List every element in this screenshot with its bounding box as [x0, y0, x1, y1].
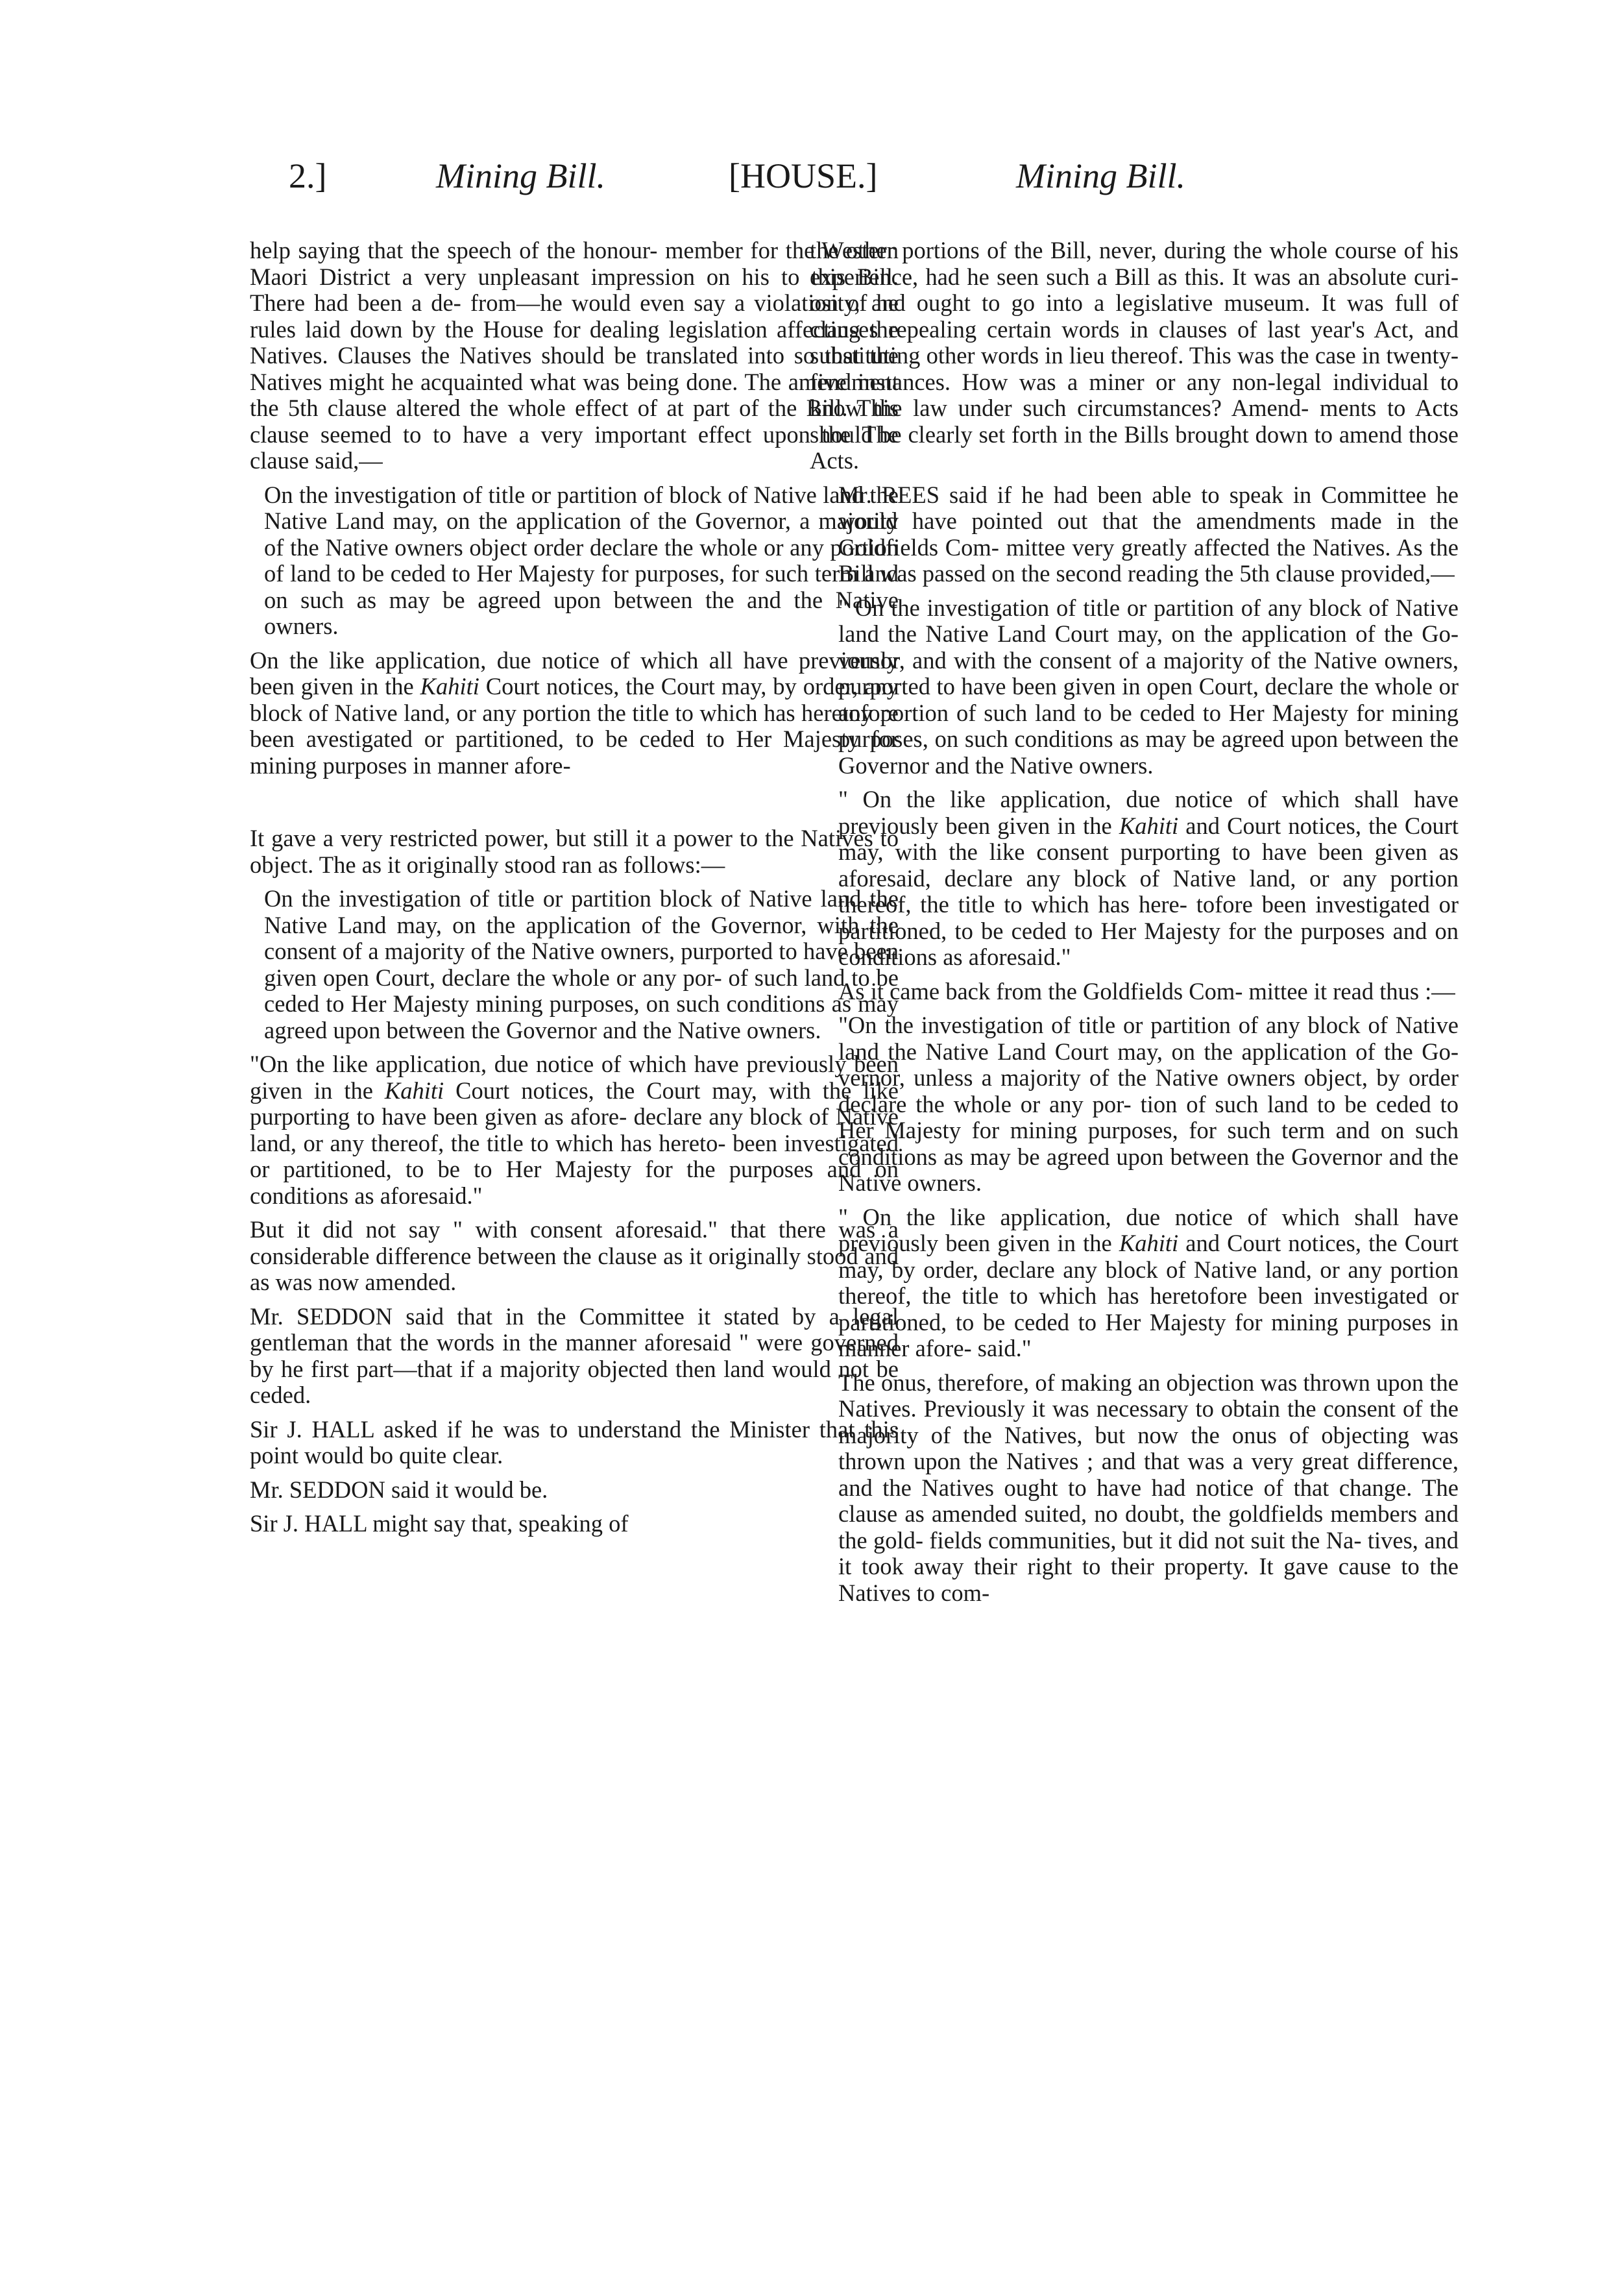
paragraph: As it came back from the Goldfields Com- mittee it read thus :— — [838, 977, 1455, 1005]
paragraph: Sir J. HALL might say that, speaking of — [250, 1510, 629, 1537]
quoted-clause: On the like application, due notice of which all have previously been given in the Kahiti Court notices, the Court may, by order, any block of Native land, or any portion the title to which has heretofore been avestigated or partitioned, to be ceded to Her Majesty for mining purposes in manner afore- — [250, 646, 899, 779]
paragraph: The onus, therefore, of making an objection was thrown upon the Natives. Previously it was necessary to obtain the consent of the majority of the Natives, but now the onus of objecting was thrown upon the Natives ; and that was a very great difference, and the Natives ought to have had notice of that change. The clause as amended suited, no doubt, the goldfields members and the gold- fields communities, but it did not suit the Na- tives, and it took away their right to their property. It gave cause to the Natives to com- — [838, 1369, 1459, 1606]
quoted-clause: " On the investigation of title or partition of any block of Native land the Native Land Court may, on the application of the Go- vernor, and with the consent of a majority of the Native owners, purported to have been given in open Court, declare the whole or any portion of such land to be ceded to Her Majesty for mining purposes, on such conditions as may be agreed upon between the Governor and the Native owners. — [838, 594, 1459, 779]
running-title-right: Mining Bill. — [1016, 156, 1185, 195]
paragraph: Mr. SEDDON said that in the Committee it stated by a legal gentleman that the words in the manner aforesaid " were governed by he first part—that if a majority objected then land would not be ceded. — [250, 1302, 899, 1408]
right-column — [810, 238, 1459, 1614]
paragraph: the other portions of the Bill, never, during the whole course of his experience, had he seen such a Bill as this. It was an absolute curi- osity, and ought to go into a legislative museum. It was full of clauses repealing certain words in clauses of last year's Act, and substituting other words in lieu thereof. This was the case in twenty-five instances. How was a miner or any non-legal individual to know the law under such circumstances? Amend- ments to Acts should be clearly set forth in the Bills brought down to amend those Acts. — [810, 237, 1459, 474]
running-title-left: Mining Bill. — [436, 156, 605, 195]
paragraph: But it did not say " with consent aforesaid." that there was a considerable difference between the clause as it originally stood and as was now amended. — [250, 1216, 899, 1295]
paragraph: Mr. SEDDON said it would be. — [250, 1476, 548, 1503]
quoted-clause: On the investigation of title or partition block of Native land the Native Land may, on the application of the Governor, with the consent of a majority of the Native owners, purported to have been given open Court, declare the whole or any por- of such land to be ceded to Her Majesty mining purposes, on such conditions as may agreed upon between the Governor and the Native owners. — [264, 885, 899, 1043]
quoted-clause: "On the like application, due notice of which have previously been given in the Kahiti Court notices, the Court may, with the like purporting to have been given as afore- declare any block of Native land, or any thereof, the title to which has hereto- been investigated or partitioned, to be to Her Majesty for the purposes and on conditions as aforesaid." — [250, 1051, 899, 1209]
quoted-clause: " On the like application, due notice of which shall have previously been given in the Kahiti and Court notices, the Court may, by order, declare any block of Native land, or any portion thereof, the title to which has heretofore been investigated or partitioned, to be ceded to Her Majesty for mining purposes in manner afore- said." — [838, 1203, 1459, 1361]
paragraph: Sir J. HALL asked if he was to understand the Minister that this point would bo quite clear. — [250, 1415, 899, 1469]
quoted-clause: "On the investigation of title or partition of any block of Native land the Native Land Court may, on the application of the Go- vernor, unless a majority of the Native owners object, by order declare the whole or any por- tion of such land to be ceded to Her Majesty for mining purposes, for such term and on such conditions as may be agreed upon between the Governor and the Native owners. — [838, 1012, 1459, 1196]
paragraph: It gave a very restricted power, but still it a power to the Natives to object. The as it originally stood ran as follows:— — [250, 825, 899, 878]
quoted-clause: On the investigation of title or partition of block of Native land the Native Land may, on the application of the Governor, a majority of the Native owners object order declare the whole or any portion of land to be ceded to Her Majesty for purposes, for such term and on such as may be agreed upon between the and the Native owners. — [264, 481, 899, 639]
quoted-clause: " On the like application, due notice of which shall have previously been given in the Kahiti and Court notices, the Court may, with the like consent purporting to have been given as aforesaid, declare any block of Native land, or any portion thereof, the title to which has here- tofore been investigated or partitioned, to be ceded to Her Majesty for the purposes and on conditions as aforesaid." — [838, 786, 1459, 970]
left-column — [250, 238, 899, 1545]
page-header — [0, 156, 1624, 208]
paragraph: Mr. REES said if he had been able to speak in Committee he would have pointed out that the amendments made in the Goldfields Com- mittee very greatly affected the Natives. As the Bill was passed on the second reading the 5th clause provided,— — [838, 481, 1459, 587]
house-label: [HOUSE.] — [729, 156, 878, 195]
page-number: 2.] — [289, 156, 327, 195]
paragraph: help saying that the speech of the honour- member for the Western Maori District a very unpleasant impression on his to this Bill. There had been a de- from—he would even say a violation of he rules laid down by the House for dealing legislation affecting the Natives. Clauses the Natives should be translated into so that the Natives might he acquainted what was being done. The amendment the 5th clause altered the whole effect of at part of the Bill. This clause seemed to to have a very important effect upon the The clause said,— — [250, 237, 899, 474]
